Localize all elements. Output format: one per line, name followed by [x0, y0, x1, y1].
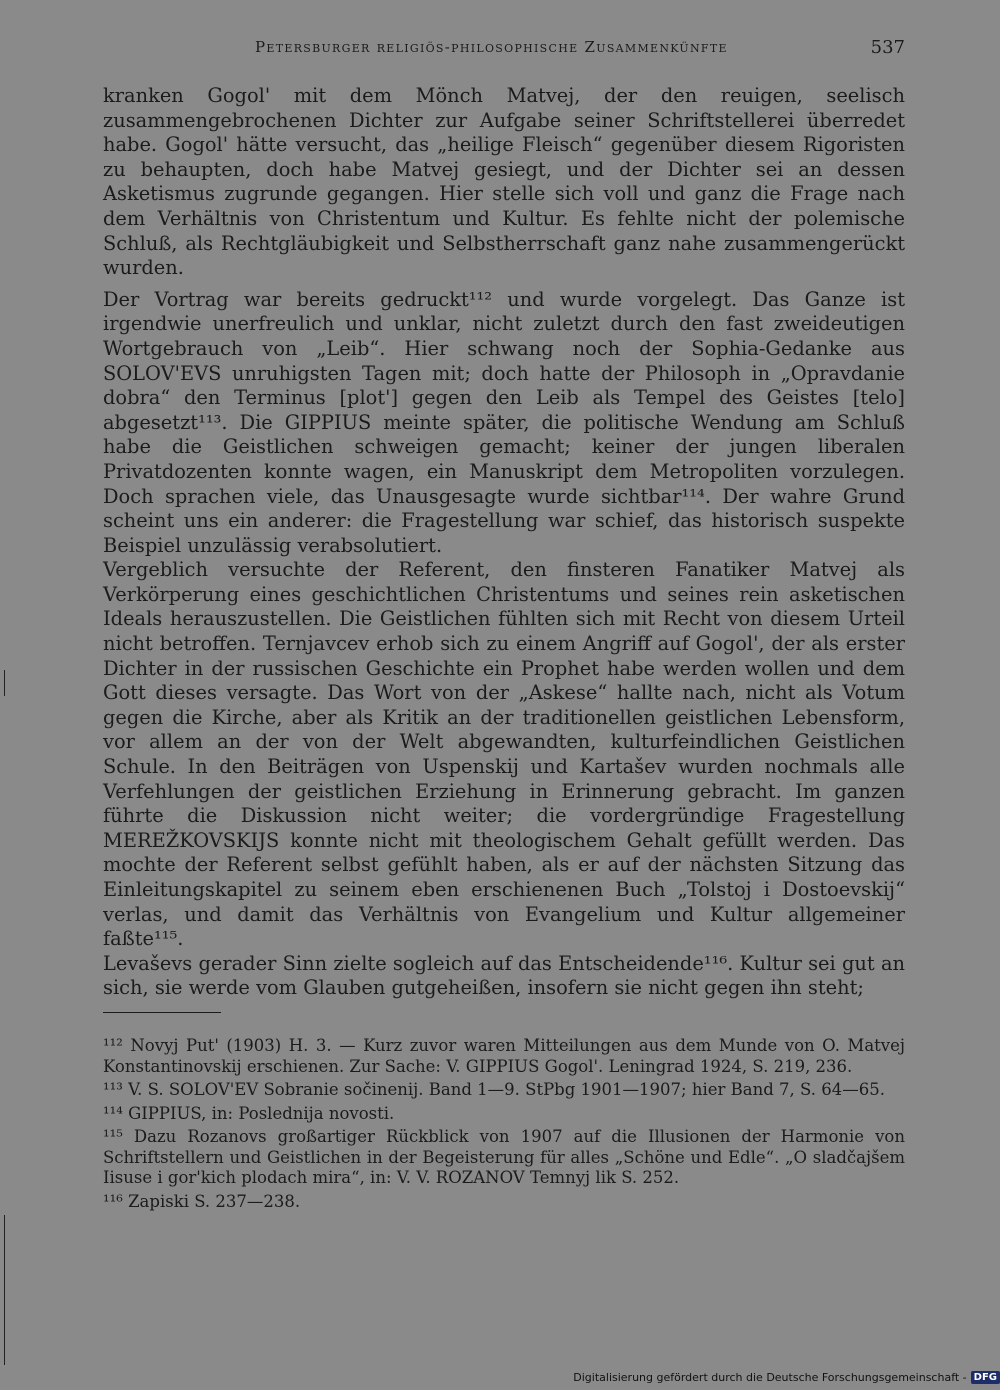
footnote-separator	[103, 1012, 221, 1013]
footnote-112: ¹¹² Novyj Put' (1903) H. 3. — Kurz zuvor waren Mitteilungen aus dem Munde von O. Matvej Konstantinovskij erschienen. Zur Sache: V. GIPPIUS Gogol'. Leningrad 1924, S. 219, 236.	[103, 1036, 905, 1076]
footnote-113: ¹¹³ V. S. SOLOV'EV Sobranie sočinenij. Band 1—9. StPbg 1901—1907; hier Band 7, S. 64—65.	[103, 1080, 885, 1099]
running-title: Petersburger religiös-philosophische Zusammenkünfte	[255, 38, 728, 56]
footer-text: Digitalisierung gefördert durch die Deutsche Forschungsgemeinschaft -	[573, 1371, 967, 1384]
footnote-116: ¹¹⁶ Zapiski S. 237—238.	[103, 1191, 301, 1211]
dfg-logo: DFG	[971, 1371, 1000, 1384]
page-number: 537	[870, 37, 905, 58]
paragraph-3: Vergeblich versuchte der Referent, den finsteren Fanatiker Matvej als Verkörperung eines geschichtlichen Christentums und seines rein asketischen Ideals herauszustellen. Die Geistlichen fühlten sich mit Recht von diesem Urteil nicht betroffen. Ternjavcev erhob sich zu einem Angriff auf Gogol', der als erster Dichter in der russischen Geschichte ein Prophet habe werden wollen und dem Gott dieses versagte. Das Wort von der „Askese“ hallte nach, nicht als Votum gegen die Kirche, aber als Kritik an der traditionellen geistlichen Lebensform, vor allem an der von der Welt abgewandten, kulturfeindlichen Geistlichen Schule. In den Beiträgen von Uspenskij und Kartašev wurden nochmals alle Verfehlungen der geistlichen Erziehung in Erinnerung gebracht. Im ganzen führte die Diskussion nicht weiter; die vordergründige Fragestellung MEREŽKOVSKIJS konnte nicht mit theologischem Gehalt gefüllt werden. Das mochte der Referent selbst gefühlt haben, als er auf der nächsten Sitzung das Einleitungskapitel zu seinem eben erschienenen Buch „Tolstoj i Dostoevskij“ verlas, und damit das Verhältnis von Evangelium und Kultur allgemeiner faßte¹¹⁵.	[103, 558, 905, 951]
footnote-114: ¹¹⁴ GIPPIUS, in: Poslednija novosti.	[103, 1103, 395, 1123]
margin-mark	[4, 1215, 5, 1365]
paragraph-2: Der Vortrag war bereits gedruckt¹¹² und wurde vorgelegt. Das Ganze ist irgendwie unerfreulich und unklar, nicht zuletzt durch den fast zweideutigen Wortgebrauch von „Leib“. Hier schwang noch der Sophia-Gedanke aus SOLOV'EVS unruhigsten Tagen mit; doch hatte der Philosoph in „Opravdanie dobra“ den Terminus [plot'] gegen den Leib als Tempel des Geistes [telo] abgesetzt¹¹³. Die GIPPIUS meinte später, die politische Wendung am Schluß habe die Geistlichen schweigen gemacht; keiner der jungen liberalen Privatdozenten konnte wagen, ein Manuskript dem Metropoliten vorzulegen. Doch sprachen viele, das Unausgesagte wurde sichtbar¹¹⁴. Der wahre Grund scheint uns ein anderer: die Fragestellung war schief, das historisch suspekte Beispiel unzulässig verabsolutiert.	[103, 287, 905, 557]
running-header	[255, 38, 905, 56]
margin-mark	[4, 670, 5, 696]
footnote-115: ¹¹⁵ Dazu Rozanovs großartiger Rückblick von 1907 auf die Illusionen der Harmonie von Schriftstellern und Geistlichen in der Begeisterung für alles „Schöne und Edle“. „O sladčajšem Iisuse i gor'kich plodach mira“, in: V. V. ROZANOV Temnyj lik S. 252.	[103, 1127, 905, 1187]
paragraph-4: Levaševs gerader Sinn zielte sogleich auf das Entscheidende¹¹⁶. Kultur sei gut an sich, sie werde vom Glauben gutgeheißen, insofern sie nicht gegen ihn steht;	[103, 951, 905, 1000]
main-text	[103, 84, 905, 1008]
paragraph-1: kranken Gogol' mit dem Mönch Matvej, der den reuigen, seelisch zusammengebrochenen Dichter zur Aufgabe seiner Schriftstellerei überredet habe. Gogol' hätte versucht, das „heilige Fleisch“ gegenüber diesem Rigoristen zu behaupten, doch habe Matvej gesiegt, und der Dichter sei an dessen Asketismus zugrunde gegangen. Hier stelle sich voll und ganz die Frage nach dem Verhältnis von Christentum und Kultur. Es fehlte nicht der polemische Schluß, als Rechtgläubigkeit und Selbstherrschaft ganz nahe zusammengerückt wurden.	[103, 84, 905, 280]
footnotes	[103, 1036, 905, 1215]
digitization-footer	[573, 1371, 1000, 1384]
